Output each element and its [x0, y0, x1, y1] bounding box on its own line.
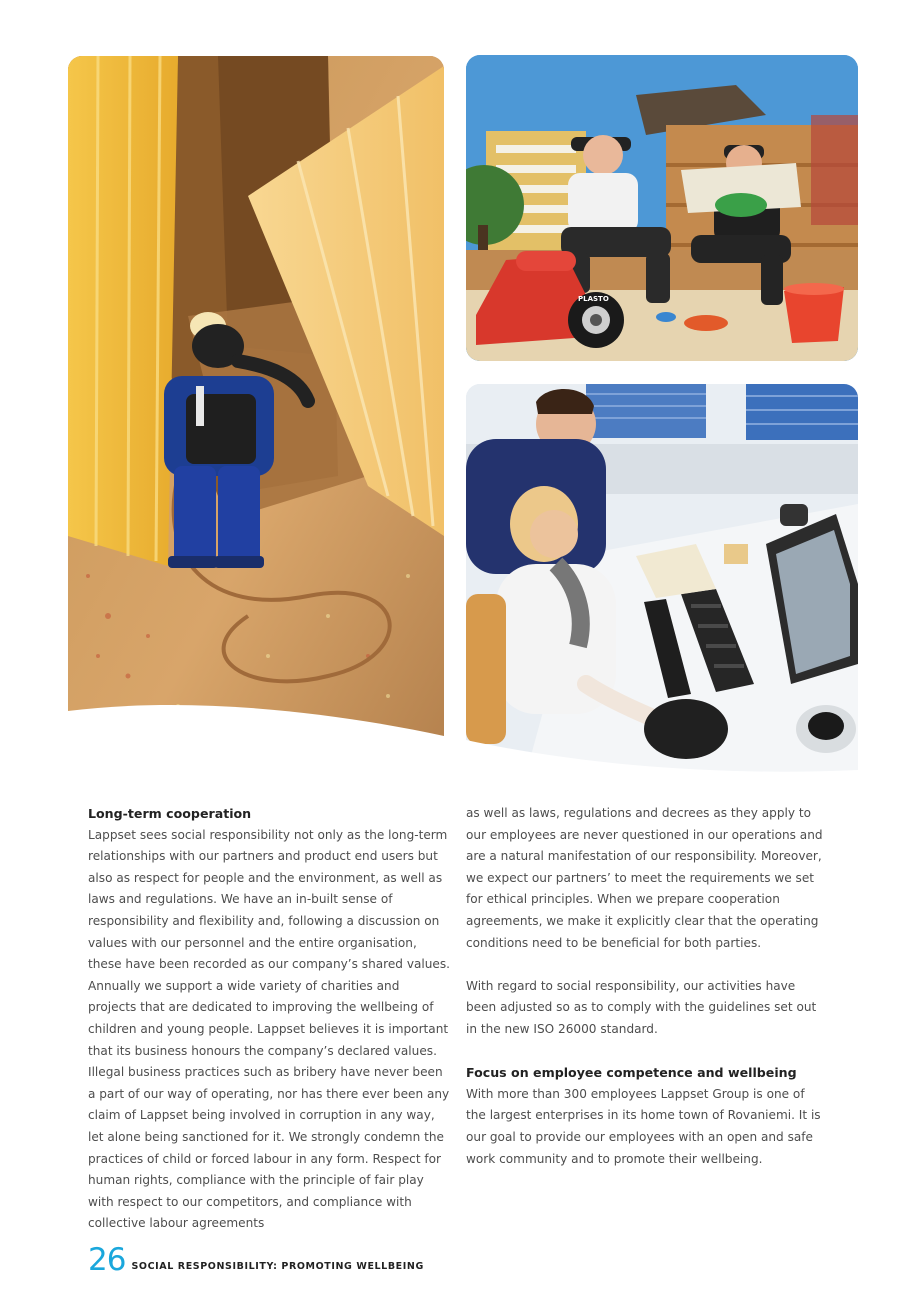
text-column-right [466, 803, 828, 1170]
page-number: 26 [88, 1242, 126, 1278]
worker-painting-illustration [68, 56, 444, 736]
paragraph-iso-26000: With regard to social responsibility, our activities have been adjusted so as to comply with the guidelines set out in the new ISO 26000 standard. [466, 978, 817, 1036]
section-title: SOCIAL RESPONSIBILITY: PROMOTING WELLBEING [131, 1261, 424, 1272]
heading-employee-competence: Focus on employee competence and wellbeing [466, 1065, 797, 1081]
photo-playground-workers [466, 55, 858, 361]
heading-long-term-cooperation: Long-term cooperation [88, 806, 252, 821]
toy-brand-text: PLASTO [578, 295, 609, 303]
photo-office-workstation [466, 384, 858, 774]
photo-worker-painting [68, 56, 444, 736]
page-footer [88, 1240, 424, 1276]
paragraph-continued: as well as laws, regulations and decrees as they apply to our employees are never questioned in our operations and are a natural manifestation of our responsibility. Moreover, we expect our partners’ to meet the requirements we set for ethical principles. When we prepare cooperation agreements, we make it explicitly clear that the operating conditions need to be beneficial for both parties. [466, 806, 823, 950]
paragraph-employee-wellbeing: With more than 300 employees Lappset Group is one of the largest enterprises in its home town of Rovaniemi. It is our goal to provide our employees with an open and safe work community and to promote their wellbeing. [466, 1086, 821, 1166]
text-column-left [88, 803, 450, 1235]
office-illustration [466, 384, 858, 774]
paragraph-long-term-cooperation: Lappset sees social responsibility not only as the long-term relationships with our partners and product end users but also as respect for people and the environment, as well as laws and regulations. We have an in-built sense of responsibility and flexibility and, following a discussion on values with our personnel and the entire organisation, these have been recorded as our company’s shared values. Annually we support a wide variety of charities and projects that are dedicated to improving the wellbeing of children and young people. Lappset believes it is important that its business honours the company’s declared values. Illegal business practices such as bribery have never been a part of our way of operating, nor has there ever been any claim of Lappset being involved in corruption in any way, let alone being sanctioned for it. We strongly condemn the practices of child or forced labour in any form. Respect for human rights, compliance with the principle of fair play with respect to our competitors, and compliance with collective labour agreements [88, 827, 450, 1231]
playground-illustration [466, 55, 858, 361]
